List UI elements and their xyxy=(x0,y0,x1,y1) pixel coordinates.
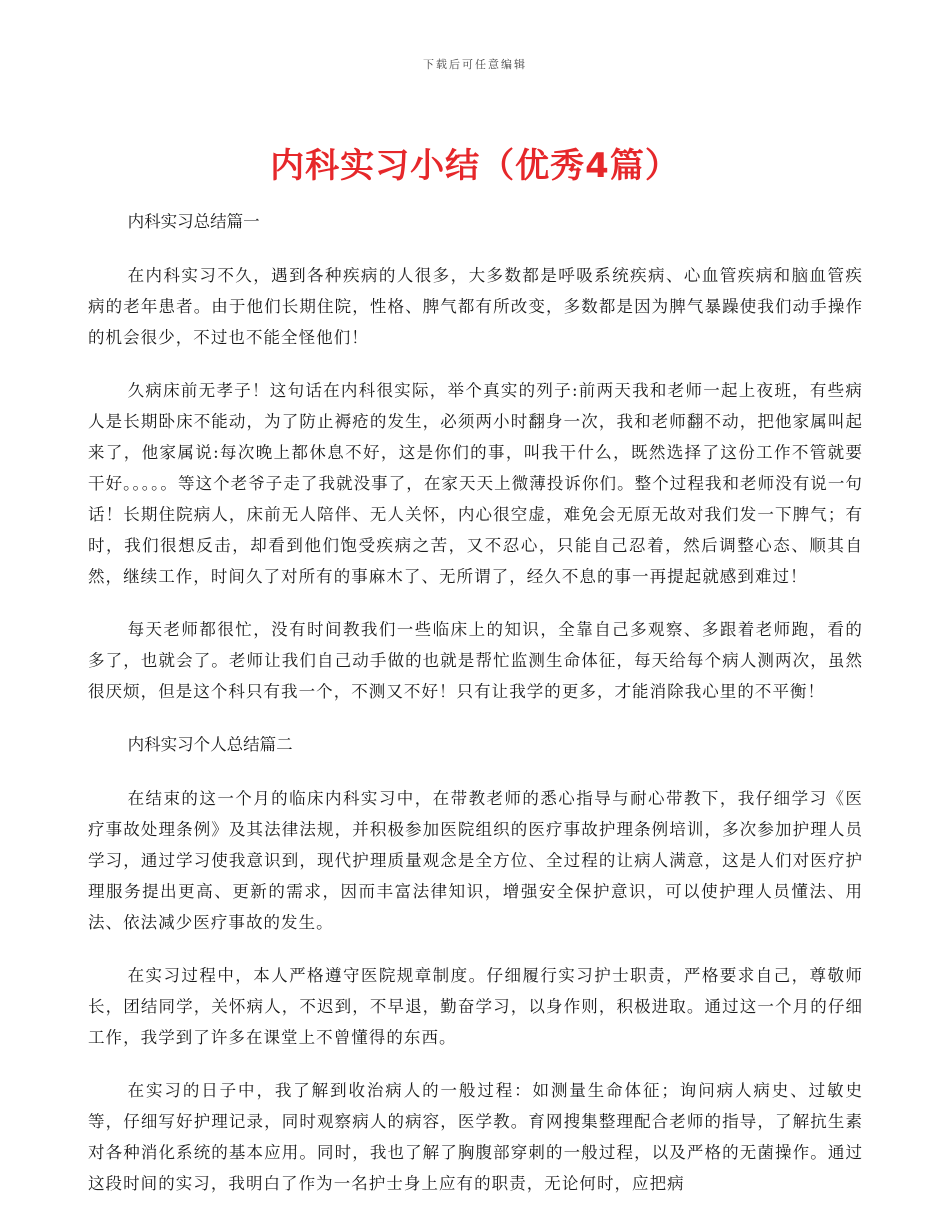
section-1 xyxy=(88,206,863,707)
paragraph: 久病床前无孝子！这句话在内科很实际，举个真实的列子:前两天我和老师一起上夜班，有些病人是长期卧床不能动，为了防止褥疮的发生，必须两小时翻身一次，我和老师翻不动，把他家属叫起来了，他家属说:每次晚上都休息不好，这是你们的事，叫我干什么，既然选择了这份工作不管就要干好。。。。。等这个老爷子走了我就没事了，在家天天上微薄投诉你们。整个过程我和老师没有说一句话！长期住院病人，床前无人陪伴、无人关怀，内心很空虚，难免会无原无故对我们发一下脾气；有时，我们很想反击，却看到他们饱受疾病之苦，又不忍心，只能自己忍着，然后调整心态、顺其自然，继续工作，时间久了对所有的事麻木了、无所谓了，经久不息的事一再提起就感到难过！ xyxy=(88,381,863,586)
section-heading: 内科实习个人总结篇二 xyxy=(127,735,293,754)
paragraph: 每天老师都很忙，没有时间教我们一些临床上的知识，全靠自己多观察、多跟着老师跑，看的多了，也就会了。老师让我们自己动手做的也就是帮忙监测生命体征，每天给每个病人测两次，虽然很厌烦，但是这个科只有我一个，不测又不好！只有让我学的更多，才能消除我心里的不平衡！ xyxy=(88,620,863,701)
header-note: 下载后可任意编辑 xyxy=(423,58,527,71)
document-title: 内科实习小结（优秀4篇） xyxy=(270,146,680,186)
document-body xyxy=(88,206,863,1221)
section-2 xyxy=(88,729,863,1199)
paragraph: 在实习过程中，本人严格遵守医院规章制度。仔细履行实习护士职责，严格要求自己，尊敬师长，团结同学，关怀病人，不迟到，不早退，勤奋学习，以身作则，积极进取。通过这一个月的仔细工作，我学到了许多在课堂上不曾懂得的东西。 xyxy=(88,966,863,1047)
paragraph: 在内科实习不久，遇到各种疾病的人很多，大多数都是呼吸系统疾病、心血管疾病和脑血管疾病的老年患者。由于他们长期住院，性格、脾气都有所改变，多数都是因为脾气暴躁使我们动手操作的机会很少，不过也不能全怪他们！ xyxy=(88,266,863,347)
paragraph: 在结束的这一个月的临床内科实习中，在带教老师的悉心指导与耐心带教下，我仔细学习《医疗事故处理条例》及其法律法规，并积极参加医院组织的医疗事故护理条例培训，多次参加护理人员学习，通过学习使我意识到，现代护理质量观念是全方位、全过程的让病人满意，这是人们对医疗护理服务提出更高、更新的需求，因而丰富法律知识，增强安全保护意识，可以使护理人员懂法、用法、依法减少医疗事故的发生。 xyxy=(88,789,863,932)
paragraph: 在实习的日子中，我了解到收治病人的一般过程：如测量生命体征；询问病人病史、过敏史等，仔细写好护理记录，同时观察病人的病容，医学教。育网搜集整理配合老师的指导，了解抗生素对各种消化系统的基本应用。同时，我也了解了胸腹部穿刺的一般过程，以及严格的无菌操作。通过这段时间的实习，我明白了作为一名护士身上应有的职责，无论何时，应把病 xyxy=(88,1081,863,1193)
section-heading: 内科实习总结篇一 xyxy=(127,212,260,231)
